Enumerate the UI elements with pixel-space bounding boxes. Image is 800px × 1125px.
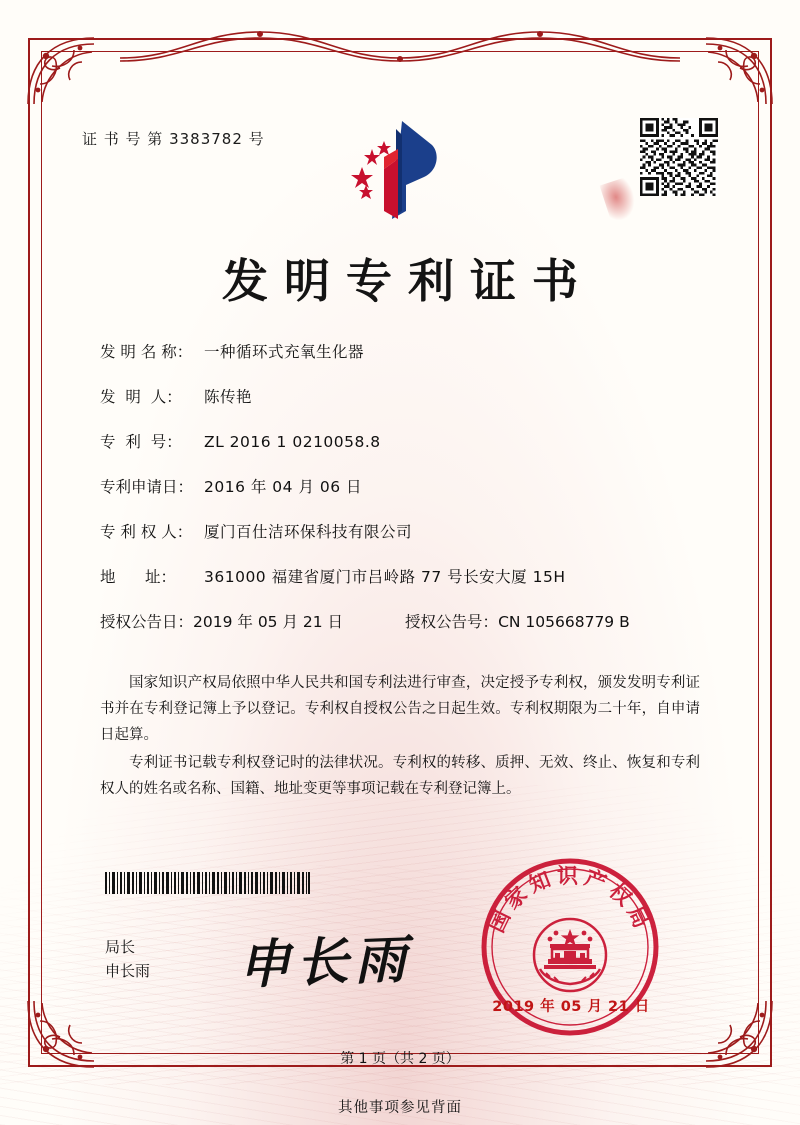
legal-text <box>100 670 700 804</box>
svg-text:国家知识产权局: 国家知识产权局 <box>483 863 657 937</box>
ink-smudge <box>600 176 641 223</box>
field-label: 发 明 人： <box>100 388 182 406</box>
field-invention-name <box>100 340 700 362</box>
director-signature: 申长雨 <box>237 928 414 997</box>
field-address <box>100 565 700 587</box>
announcement-number-value: CN 105668779 B <box>498 613 630 631</box>
page-indicator: 第 1 页（共 2 页） <box>340 1051 460 1067</box>
cnipa-logo-icon <box>340 115 460 225</box>
director-block <box>105 935 150 983</box>
field-label: 专 利 号： <box>100 433 182 451</box>
field-inventor <box>100 385 700 407</box>
footer-note: 其他事项参见背面 <box>338 1100 462 1116</box>
field-patent-number <box>100 430 700 452</box>
field-value: 361000 福建省厦门市吕岭路 77 号长安大厦 15H <box>204 568 566 586</box>
seal-date: 2019 年 05 月 21 日 <box>492 999 650 1015</box>
paragraph-2: 专利证书记载专利权登记时的法律状况。专利权的转移、质押、无效、终止、恢复和专利权人的姓名或名称、国籍、地址变更等事项记载在专利登记簿上。 <box>100 755 700 797</box>
qr-code <box>640 118 718 196</box>
field-application-date <box>100 475 700 497</box>
field-value: 2016 年 04 月 06 日 <box>204 478 363 496</box>
field-value: ZL 2016 1 0210058.8 <box>204 433 381 451</box>
field-value: 一种循环式充氧生化器 <box>204 343 365 361</box>
paragraph-1: 国家知识产权局依照中华人民共和国专利法进行审查，决定授予专利权，颁发发明专利证书并在专利登记簿上予以登记。专利权自授权公告之日起生效。专利权期限为二十年，自申请日起算。 <box>100 675 700 743</box>
field-list <box>100 340 700 642</box>
field-label: 发 明 名 称： <box>100 343 193 361</box>
barcode <box>105 872 310 894</box>
page-title: 发明专利证书 <box>222 254 594 308</box>
announcement-date-label: 授权公告日： <box>100 613 194 631</box>
field-grant-row <box>100 610 700 632</box>
certificate-number: 证 书 号 第 3383782 号 <box>82 130 265 148</box>
director-name: 申长雨 <box>105 962 151 980</box>
field-value: 厦门百仕洁环保科技有限公司 <box>204 523 413 541</box>
field-label: 专 利 权 人： <box>100 523 193 541</box>
field-patentee <box>100 520 700 542</box>
announcement-date-value: 2019 年 05 月 21 日 <box>193 613 344 631</box>
field-value: 陈传艳 <box>204 388 253 406</box>
director-title: 局长 <box>105 938 136 956</box>
field-label: 专利申请日： <box>100 478 194 496</box>
field-label: 地 址： <box>100 568 177 586</box>
announcement-number-label: 授权公告号： <box>405 613 499 631</box>
